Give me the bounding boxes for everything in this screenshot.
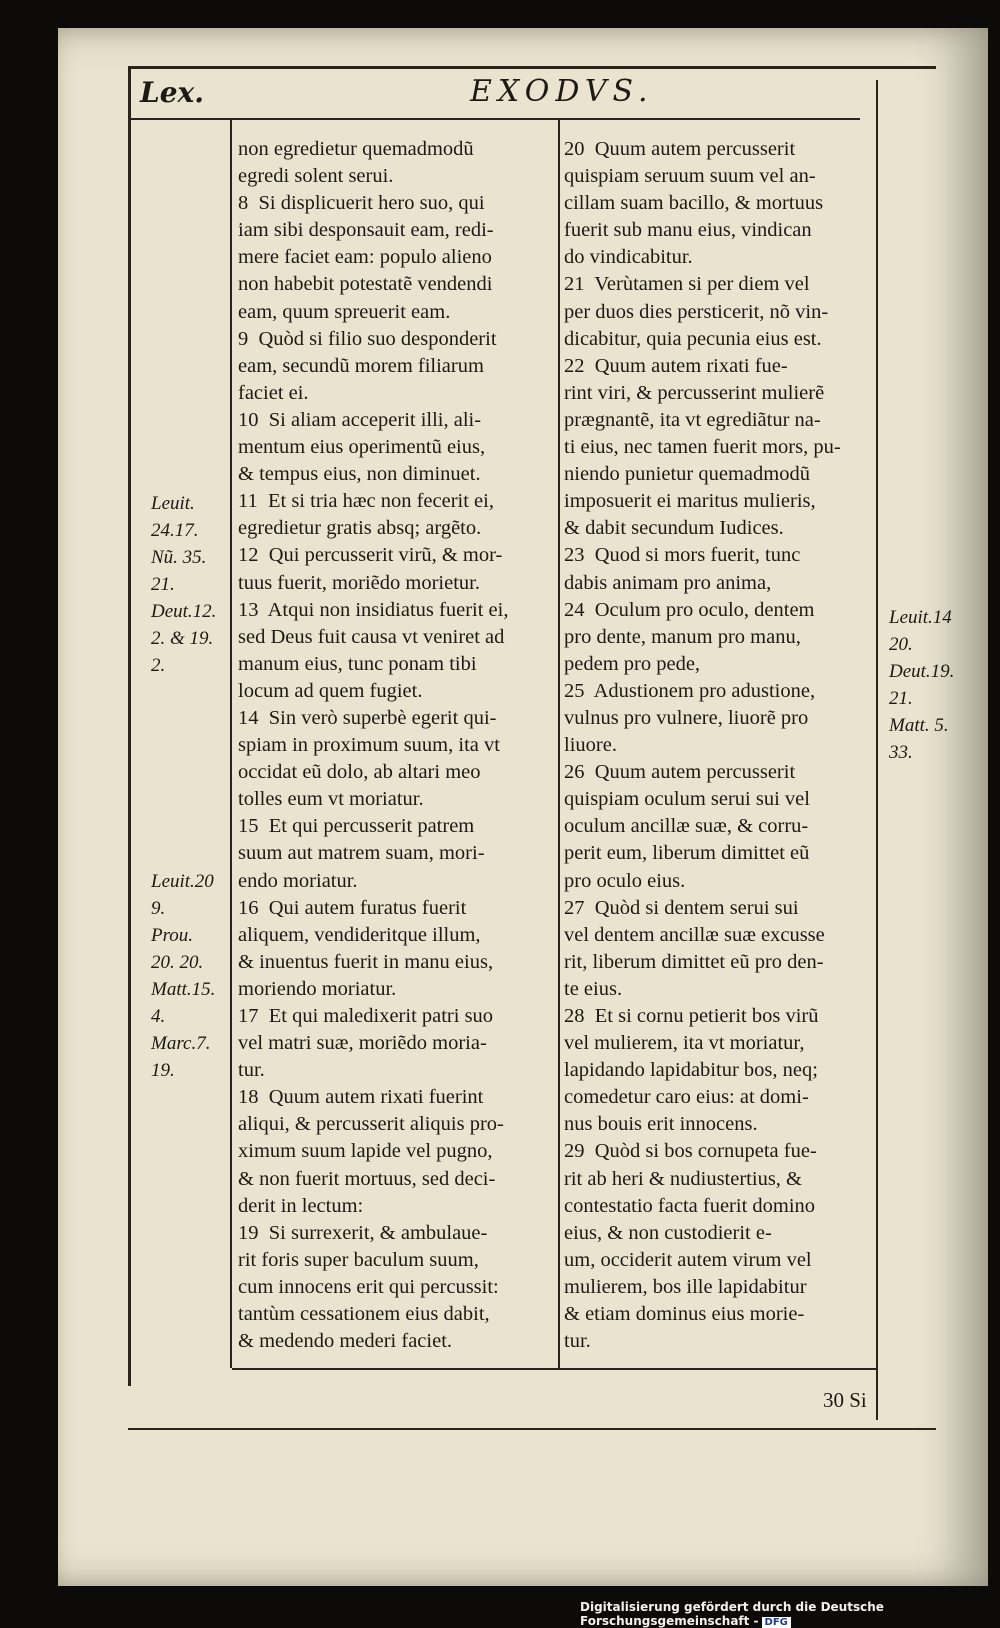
margin-references-left-1 — [151, 490, 216, 679]
column-divider-rule — [558, 118, 560, 1368]
margin-reference: 2. & 19. — [151, 628, 214, 649]
margin-reference: Deut.19. — [889, 661, 955, 682]
text-line: non habebit potestatẽ vendendi — [238, 273, 493, 296]
footer-credit — [580, 1600, 1000, 1628]
text-line: per duos dies persticerit, nõ vin- — [564, 300, 829, 323]
text-line: do vindicabitur. — [564, 246, 693, 269]
margin-reference: 21. — [889, 688, 913, 709]
text-line: aliqui, & percusserit aliquis pro- — [238, 1113, 504, 1136]
text-line: pro oculo eius. — [564, 869, 686, 892]
text-line: manum eius, tunc ponam tibi — [238, 652, 477, 675]
text-line: egredietur gratis absq; argẽto. — [238, 517, 482, 540]
header-bottom-rule — [128, 118, 860, 120]
text-line: & inuentus fuerit in manu eius, — [238, 950, 494, 973]
text-line: quispiam oculum serui sui vel — [564, 788, 810, 811]
text-line: cum innocens erit qui percussit: — [238, 1275, 499, 1298]
text-line: 20 Quum autem percusserit — [564, 138, 796, 160]
text-line: rit foris super baculum suum, — [238, 1248, 479, 1271]
text-line: ximum suum lapide vel pugno, — [238, 1140, 493, 1163]
text-line: comedetur caro eius: at domi- — [564, 1086, 809, 1109]
margin-reference: 9. — [151, 898, 166, 919]
text-line: tuus fuerit, moriẽdo morietur. — [238, 571, 480, 594]
margin-reference: Matt. 5. — [889, 715, 949, 736]
footer-credit-text: Digitalisierung gefördert durch die Deutsche Forschungsgemeinschaft - — [580, 1600, 884, 1628]
text-line: & non fuerit mortuus, sed deci- — [238, 1167, 496, 1190]
text-line: iam sibi desponsauit eam, redi- — [238, 219, 494, 242]
running-head-title: EXODVS. — [470, 74, 654, 109]
text-line: tantùm cessationem eius dabit, — [238, 1303, 490, 1326]
text-line: moriendo moriatur. — [238, 977, 397, 1000]
text-line: sed Deus fuit causa vt veniret ad — [238, 625, 505, 648]
text-line: quispiam seruum suum vel an- — [564, 165, 816, 188]
text-line: 15 Et qui percusserit patrem — [238, 815, 475, 838]
text-line: derit in lectum: — [238, 1194, 364, 1217]
text-line: & medendo mederi faciet. — [238, 1330, 453, 1353]
margin-reference: Deut.12. — [151, 601, 217, 622]
text-line: 16 Qui autem furatus fuerit — [238, 896, 467, 919]
text-line: fuerit sub manu eius, vindican — [564, 219, 812, 242]
dfg-logo: DFG — [762, 1617, 791, 1628]
text-line: 9 Quòd si filio suo desponderit — [238, 327, 497, 350]
text-line: vulnus pro vulnere, liuorẽ pro — [564, 706, 809, 729]
text-line: 17 Et qui maledixerit patri suo — [238, 1005, 494, 1027]
margin-reference: Prou. — [151, 925, 194, 946]
margin-reference: Leuit.14 — [889, 607, 952, 628]
text-line: vel dentem ancillæ suæ excusse — [564, 923, 825, 946]
text-line: 24 Oculum pro oculo, dentem — [564, 598, 815, 621]
text-column-left — [238, 136, 556, 1355]
text-line: imposuerit ei maritus mulieris, — [564, 490, 816, 513]
frame-top-rule — [128, 66, 936, 69]
text-line: occidat eũ dolo, ab altari meo — [238, 761, 481, 784]
margin-reference: 20. 20. — [151, 952, 204, 973]
margin-reference: Leuit.20 — [151, 871, 214, 892]
text-line: te eius. — [564, 977, 623, 1000]
text-line: 28 Et si cornu petierit bos virũ — [564, 1005, 819, 1027]
margin-reference: 24.17. — [151, 520, 199, 541]
text-line: eius, & non custodierit e- — [564, 1221, 772, 1244]
text-line: non egredietur quemadmodũ — [238, 138, 474, 160]
text-line: 11 Et si tria hæc non fecerit ei, — [238, 490, 494, 513]
text-line: tur. — [238, 1059, 265, 1082]
text-line: 10 Si aliam acceperit illi, ali- — [238, 408, 482, 431]
text-line: liuore. — [564, 734, 617, 757]
text-line: um, occiderit autem virum vel — [564, 1248, 812, 1271]
text-line: & tempus eius, non diminuet. — [238, 463, 481, 486]
text-line: 22 Quum autem rixati fue- — [564, 354, 788, 377]
text-line: rit ab heri & nudiustertius, & — [564, 1167, 802, 1190]
text-line: niendo punietur quemadmodũ — [564, 463, 810, 486]
text-column-right — [564, 136, 874, 1355]
text-line: ti eius, nec tamen fuerit mors, pu- — [564, 436, 841, 459]
text-line: dabis animam pro anima, — [564, 571, 772, 594]
text-line: locum ad quem fugiet. — [238, 679, 423, 702]
text-line: 14 Sin verò superbè egerit qui- — [238, 706, 497, 729]
text-line: 21 Verùtamen si per diem vel — [564, 273, 810, 296]
text-line: 27 Quòd si dentem serui sui — [564, 896, 799, 919]
text-line: mulierem, bos ille lapidabitur — [564, 1275, 807, 1298]
text-line: rint viri, & percusserint mulierẽ — [564, 381, 825, 404]
text-block-left-rule — [230, 118, 232, 1368]
margin-reference: 19. — [151, 1060, 175, 1081]
text-line: vel mulierem, ita vt moriatur, — [564, 1032, 805, 1055]
text-line: mere faciet eam: populo alieno — [238, 246, 492, 269]
text-line: prægnantẽ, ita vt egrediãtur na- — [564, 408, 821, 431]
margin-reference: 4. — [151, 1006, 166, 1027]
text-line: egredi solent serui. — [238, 165, 394, 188]
text-line: 23 Quod si mors fuerit, tunc — [564, 544, 801, 567]
margin-references-left-2 — [151, 868, 215, 1084]
margin-references-right — [889, 604, 954, 766]
text-line: perit eum, liberum dimittet eũ — [564, 842, 810, 865]
margin-reference: 21. — [151, 574, 175, 595]
text-line: aliquem, vendideritque illum, — [238, 923, 481, 946]
text-line: tolles eum vt moriatur. — [238, 788, 424, 811]
text-line: & etiam dominus eius morie- — [564, 1303, 805, 1326]
margin-reference: Matt.15. — [151, 979, 216, 1000]
margin-reference: Nũ. 35. — [151, 547, 207, 568]
text-block-right-rule — [876, 80, 878, 1420]
text-line: contestatio facta fuerit domino — [564, 1194, 816, 1217]
margin-reference: Leuit. — [151, 493, 195, 514]
text-line: 13 Atqui non insidiatus fuerit ei, — [238, 598, 509, 621]
text-line: 19 Si surrexerit, & ambulaue- — [238, 1221, 488, 1244]
margin-reference: 20. — [889, 634, 913, 655]
text-line: 8 Si displicuerit hero suo, qui — [238, 192, 485, 215]
text-line: & dabit secundum Iudices. — [564, 517, 784, 540]
text-line: rit, liberum dimittet eũ pro den- — [564, 950, 824, 973]
text-line: 26 Quum autem percusserit — [564, 761, 796, 784]
text-line: eam, quum spreuerit eam. — [238, 300, 451, 323]
text-line: 29 Quòd si bos cornupeta fue- — [564, 1140, 817, 1163]
margin-reference: Marc.7. — [151, 1033, 211, 1054]
frame-bottom-rule — [128, 1428, 936, 1430]
text-line: 25 Adustionem pro adustione, — [564, 679, 816, 702]
margin-reference: 33. — [889, 742, 913, 763]
text-line: nus bouis erit innocens. — [564, 1113, 758, 1136]
text-line: pro dente, manum pro manu, — [564, 625, 801, 648]
text-line: oculum ancillæ suæ, & corru- — [564, 815, 809, 838]
text-line: faciet ei. — [238, 381, 309, 404]
text-line: lapidando lapidabitur bos, neq; — [564, 1059, 818, 1082]
text-line: 12 Qui percusserit virũ, & mor- — [238, 544, 503, 567]
text-line: 18 Quum autem rixati fuerint — [238, 1086, 484, 1109]
text-line: cillam suam bacillo, & mortuus — [564, 192, 824, 215]
text-line: spiam in proximum suum, ita vt — [238, 734, 500, 757]
text-line: pedem pro pede, — [564, 652, 701, 675]
text-line: endo moriatur. — [238, 869, 358, 892]
frame-left-rule — [128, 66, 131, 1386]
text-line: tur. — [564, 1330, 591, 1353]
text-line: suum aut matrem suam, mori- — [238, 842, 485, 865]
text-line: vel matri suæ, moriẽdo moria- — [238, 1032, 487, 1055]
text-line: dicabitur, quia pecunia eius est. — [564, 327, 822, 350]
text-block-bottom-rule — [232, 1368, 878, 1370]
catchword: 30 Si — [823, 1388, 867, 1412]
running-head-left: Lex. — [140, 76, 204, 109]
text-line: mentum eius operimentũ eius, — [238, 436, 486, 459]
text-line: eam, secundũ morem filiarum — [238, 354, 484, 377]
margin-reference: 2. — [151, 655, 166, 676]
